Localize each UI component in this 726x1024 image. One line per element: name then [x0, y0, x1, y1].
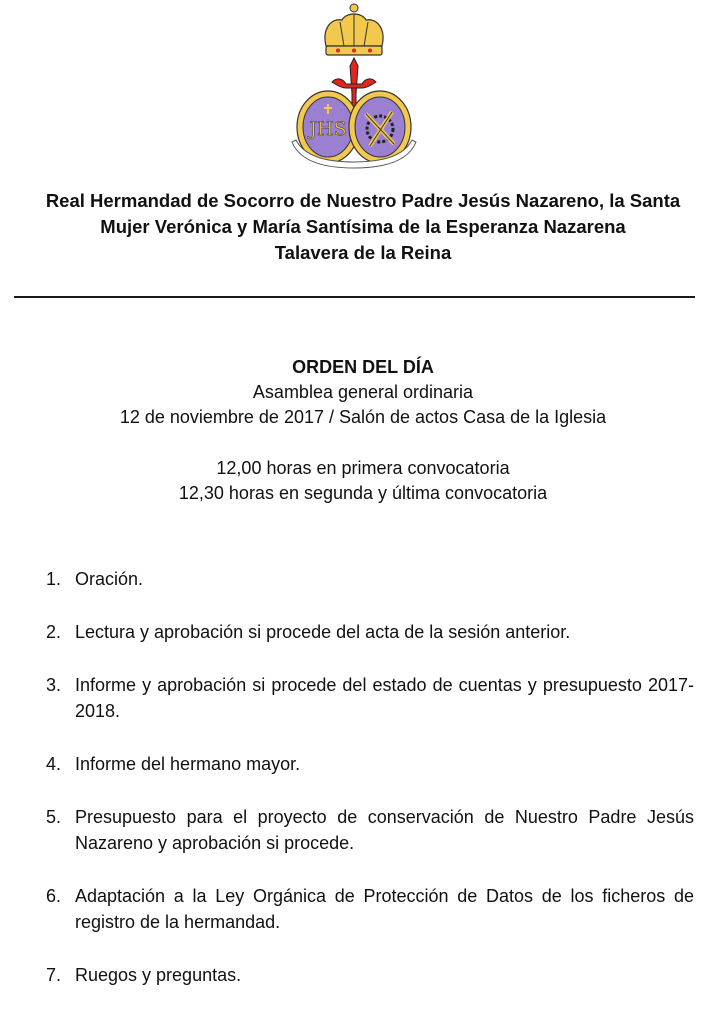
agenda-item-number: 2.	[46, 622, 62, 642]
agenda-item-text: Presupuesto para el proyecto de conservación de Nuestro Padre Jesús Nazareno y aprobación si procede.	[75, 807, 694, 853]
agenda-item	[46, 804, 694, 856]
agenda-item	[46, 883, 694, 935]
agenda-item-number: 3.	[46, 675, 62, 695]
crest-graphic	[286, 2, 422, 176]
agenda-item-number: 1.	[46, 569, 62, 589]
agenda-item-number: 6.	[46, 886, 62, 906]
agenda-item	[46, 751, 694, 777]
agenda-item-list	[46, 566, 694, 988]
jhs-letters: JHS	[309, 118, 347, 140]
agenda-item	[46, 619, 694, 645]
first-call-time: 12,00 horas en primera convocatoria	[216, 458, 510, 478]
agenda-header	[20, 355, 706, 506]
organization-title	[20, 188, 706, 266]
agenda-item	[46, 672, 694, 724]
title-line-1: Real Hermandad de Socorro de Nuestro Padre Jesús Nazareno, la Santa	[45, 190, 681, 211]
brotherhood-crest-icon	[286, 2, 422, 176]
divider	[14, 296, 695, 298]
agenda-item	[46, 962, 694, 988]
agenda-item-text: Informe y aprobación si procede del estado de cuentas y presupuesto 2017-2018.	[75, 675, 694, 721]
agenda-item-text: Adaptación a la Ley Orgánica de Protección de Datos de los ficheros de registro de la hermandad.	[75, 886, 694, 932]
agenda-item-number: 4.	[46, 754, 62, 774]
crown-icon	[325, 4, 383, 55]
agenda-item-text: Informe del hermano mayor.	[75, 754, 301, 774]
agenda-item-number: 5.	[46, 807, 62, 827]
agenda-item-number: 7.	[46, 965, 62, 985]
agenda-item-text: Lectura y aprobación si procede del acta de la sesión anterior.	[75, 622, 571, 642]
title-line-2: Mujer Verónica y María Santísima de la Esperanza Nazarena	[100, 216, 626, 237]
agenda-item-text: Ruegos y preguntas.	[75, 965, 242, 985]
meeting-date-place: 12 de noviembre de 2017 / Salón de actos Casa de la Iglesia	[119, 407, 607, 427]
agenda-item	[46, 566, 694, 592]
title-line-3: Talavera de la Reina	[274, 242, 452, 263]
meeting-type: Asamblea general ordinaria	[252, 382, 474, 402]
second-call-time: 12,30 horas en segunda y última convocatoria	[178, 483, 548, 503]
agenda-heading: ORDEN DEL DÍA	[292, 357, 434, 377]
agenda-item-text: Oración.	[75, 569, 144, 589]
